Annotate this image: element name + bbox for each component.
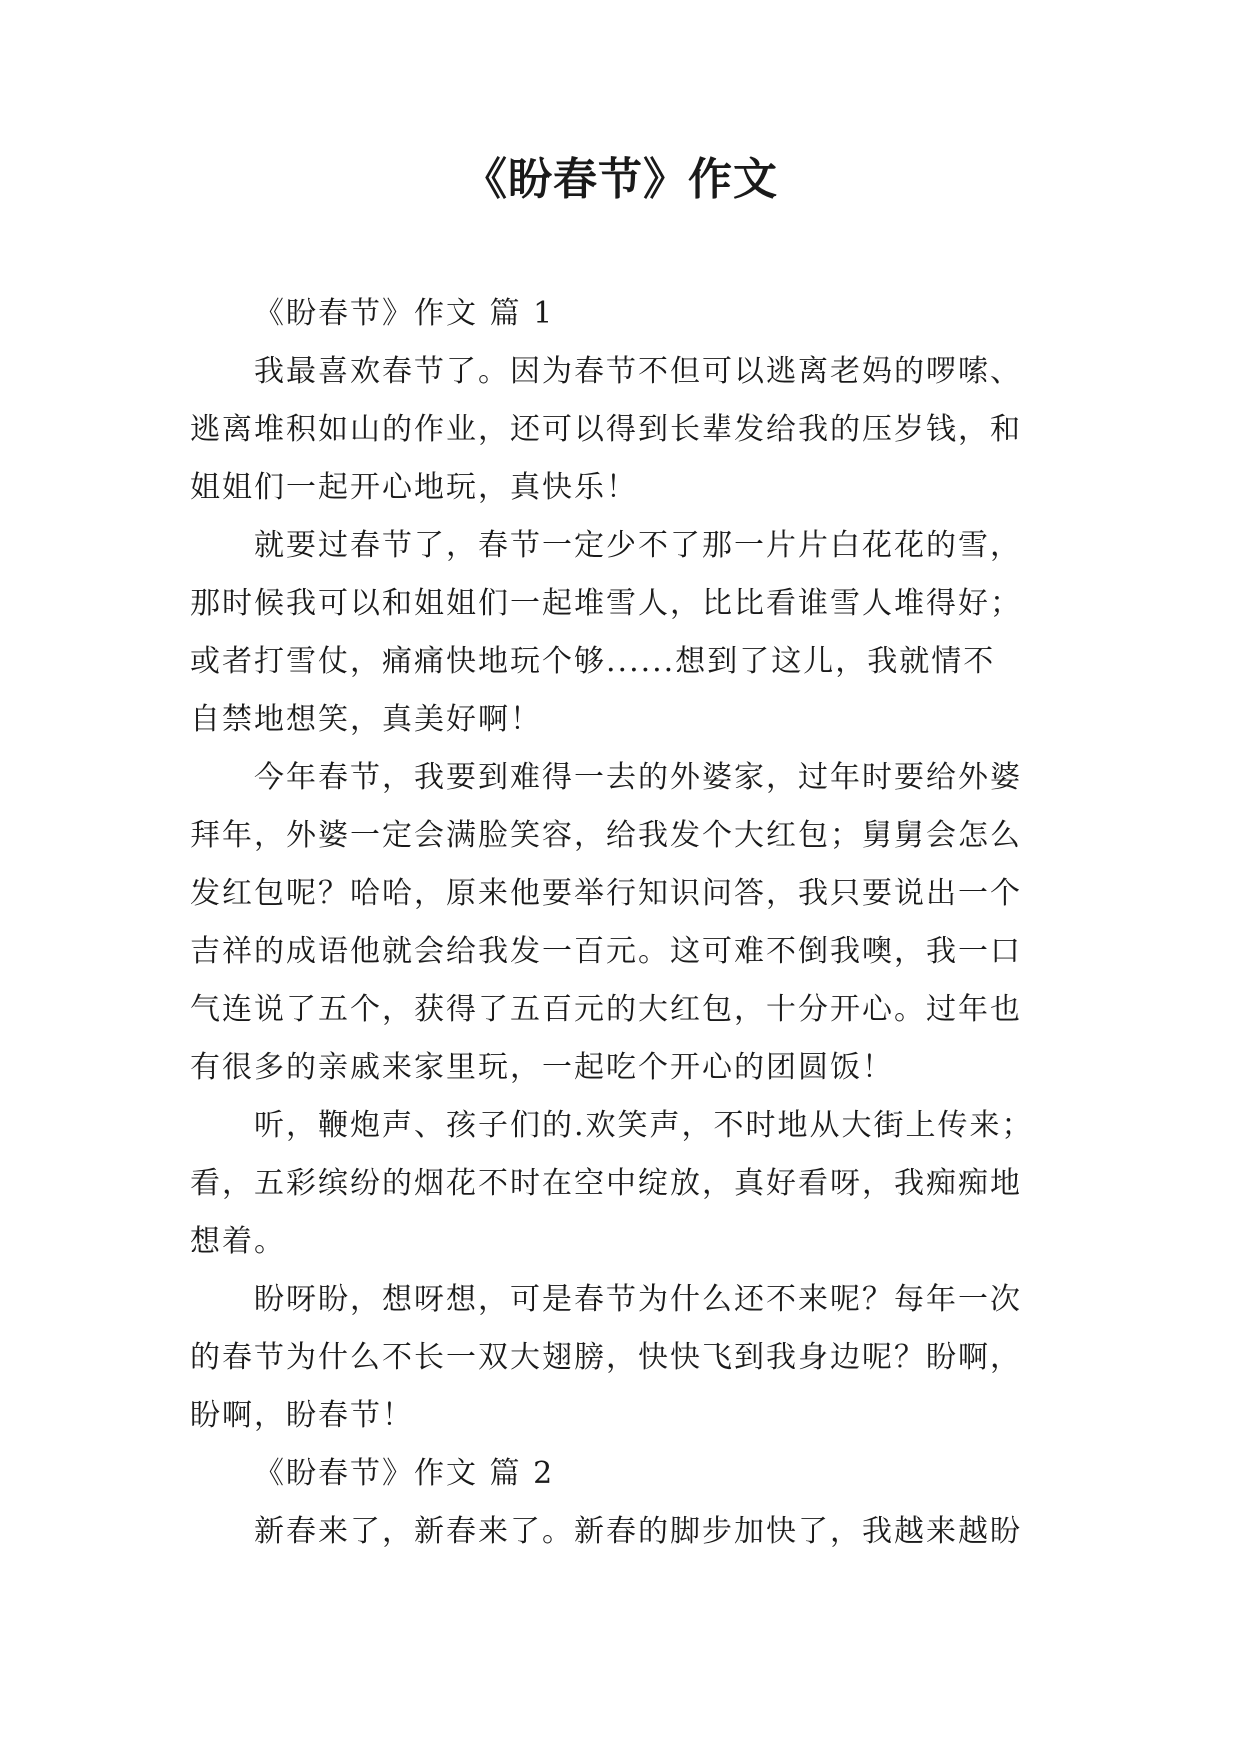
text-line: 气连说了五个，获得了五百元的大红包，十分开心。过年也: [190, 992, 1022, 1027]
text-line: 《盼春节》作文 篇 1: [254, 296, 555, 331]
document-title: 《盼春节》作文: [463, 154, 778, 205]
text-line: 有很多的亲戚来家里玩，一起吃个开心的团圆饭！: [190, 1050, 894, 1085]
text-line: 那时候我可以和姐姐们一起堆雪人，比比看谁雪人堆得好；: [190, 586, 1022, 621]
text-line: 盼啊，盼春节！: [190, 1398, 414, 1433]
text-line: 姐姐们一起开心地玩，真快乐！: [190, 470, 638, 505]
text-line: 想着。: [190, 1224, 286, 1259]
text-line: 盼呀盼，想呀想，可是春节为什么还不来呢？每年一次: [254, 1282, 1022, 1317]
text-line: 或者打雪仗，痛痛快地玩个够......想到了这儿，我就情不: [190, 644, 996, 679]
text-line: 的春节为什么不长一双大翅膀，快快飞到我身边呢？盼啊，: [190, 1340, 1022, 1375]
text-line: 就要过春节了，春节一定少不了那一片片白花花的雪，: [254, 528, 1022, 563]
text-line: 今年春节，我要到难得一去的外婆家，过年时要给外婆: [254, 760, 1022, 795]
text-line: 逃离堆积如山的作业，还可以得到长辈发给我的压岁钱，和: [190, 412, 1022, 447]
text-line: 拜年，外婆一定会满脸笑容，给我发个大红包；舅舅会怎么: [190, 818, 1022, 853]
text-line: 《盼春节》作文 篇 2: [254, 1456, 555, 1491]
text-line: 看，五彩缤纷的烟花不时在空中绽放，真好看呀，我痴痴地: [190, 1166, 1022, 1201]
text-line: 我最喜欢春节了。因为春节不但可以逃离老妈的啰嗦、: [254, 354, 1022, 389]
text-line: 发红包呢？哈哈，原来他要举行知识问答，我只要说出一个: [190, 876, 1022, 911]
text-line: 听，鞭炮声、孩子们的.欢笑声，不时地从大街上传来；: [254, 1108, 1034, 1143]
text-line: 新春来了，新春来了。新春的脚步加快了，我越来越盼: [254, 1514, 1022, 1549]
text-line: 吉祥的成语他就会给我发一百元。这可难不倒我噢，我一口: [190, 934, 1022, 969]
document-body: [190, 285, 1070, 1561]
text-line: 自禁地想笑，真美好啊！: [190, 702, 542, 737]
